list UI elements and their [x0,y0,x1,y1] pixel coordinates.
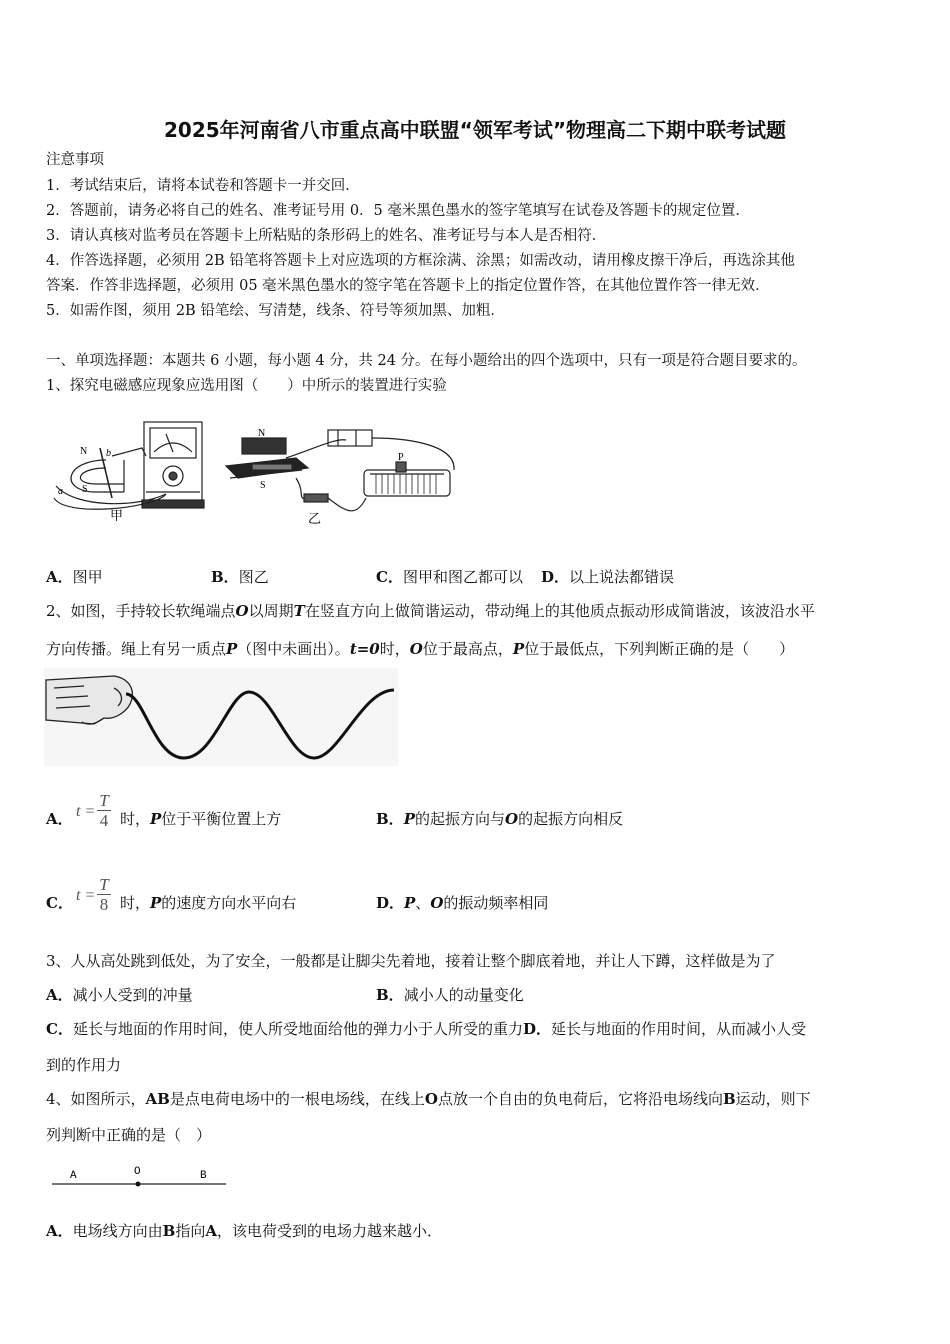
option-letter: A． [46,568,73,586]
notice-item: 4．作答选择题，必须用 2B 铅笔将答题卡上对应选项的方框涂满、涂黑；如需改动，请用橡皮擦干净后，再选涂其他 [46,253,795,269]
label-b: b [106,448,111,459]
q3-option-b[interactable]: B．减小人的动量变化 [376,986,524,1004]
label-N: N [80,446,88,457]
option-letter: D． [541,568,570,586]
option-text: 以上说法都错误 [569,568,675,586]
section-header: 一、单项选择题：本题共 6 小题，每小题 4 分，共 24 分。在每小题给出的四个选项中，只有一项是符合题目要求的。 [46,353,807,369]
figure-yi [226,430,454,511]
option-text: 图乙 [238,568,269,586]
point-O [136,1182,141,1187]
q3-stem: 3、人从高处跳到低处，为了安全，一般都是让脚尖先着地，接着让整个脚底着地，并让人下蹲，这样做是为了 [46,952,776,970]
q2-option-b[interactable]: B．P的起振方向与O的起振方向相反 [376,810,624,828]
q4-stem-line1: 4、如图所示，AB是点电荷电场中的一根电场线，在线上O点放一个自由的负电荷后，它将沿电场线向B运动，则下 [46,1090,811,1108]
q3-option-c-d[interactable]: C．延长与地面的作用时间，使人所受地面给他的弹力小于人所受的重力D．延长与地面的作用时间，从而减小人受 [46,1020,806,1038]
figure-jia [54,422,204,509]
label-a: a [58,486,63,497]
q1-option-c[interactable] [376,566,523,588]
q1-figure [46,408,466,536]
q1-stem: 1、探究电磁感应现象应选用图（ ）中所示的装置进行实验 [46,378,447,394]
option-letter: C． [376,568,403,586]
label-S: S [82,484,88,495]
q3-option-d-continued: 到的作用力 [46,1056,122,1074]
q1-option-b[interactable] [211,566,269,588]
notice-heading: 注意事项 [46,152,104,168]
q1-option-a[interactable] [46,566,103,588]
notice-item: 答案．作答非选择题，必须用 05 毫米黑色墨水的签字笔在答题卡上的指定位置作答，在其他位置作答一律无效． [46,278,770,294]
label-P: P [398,452,404,463]
label-O: O [134,1166,141,1178]
label-A: A [70,1170,77,1182]
notice-item: 5．如需作图，须用 2B 铅笔绘、写清楚，线条、符号等须加黑、加粗． [46,303,505,319]
label-S2: S [260,480,266,491]
label-N2: N [258,428,266,439]
q4-stem-line2: 列判断中正确的是（ ） [46,1126,212,1144]
notice-item: 2．答题前，请务必将自己的姓名、准考证号用 0．5 毫米黑色墨水的签字笔填写在试卷及答题卡的规定位置． [46,203,750,219]
q2-stem-line1: 2、如图，手持较长软绳端点O以周期T在竖直方向上做简谐运动，带动绳上的其他质点振动形成简谐波，该波沿水平 [46,602,815,620]
page-title: 2025年河南省八市重点高中联盟“领军考试”物理高二下期中联考试题 [164,118,786,142]
label-jia: 甲 [110,509,124,524]
q2-rope-figure [44,668,398,766]
label-B: B [200,1170,207,1182]
label-yi: 乙 [308,512,322,527]
notice-item: 1．考试结束后，请将本试卷和答题卡一并交回． [46,178,360,194]
option-text: 图甲和图乙都可以 [402,568,523,586]
exam-page: 2025年河南省八市重点高中联盟“领军考试”物理高二下期中联考试题 注意事项 1．考试结束后，请将本试卷和答题卡一并交回． 2．答题前，请务必将自己的姓名、准考证号用 0．5 毫米黑色墨水的签字笔填写在试卷及答题卡的规定位置． 3．请认真核对监考员在答题卡上所粘贴的条形码上的姓名、准考证号与本人是否相符． 4．作答选择题，必须用 2B 铅笔将答题卡上对应选项的方框涂满、涂黑；如需改动，请用橡皮擦干净后，再选涂其他 答案．作答非选择题，必须用 05 毫米黑色墨水的签字笔在答题卡上的指定位置作答，在其他位置作答一律无效． 5．如需作图，须用 2B 铅笔绘、写清楚，线条、符号等须加黑、加粗． 一、单项选择题：本题共 6 小题，每小题 4 分，共 24 分。在每小题给出的四个选项中，只有一项是符合题目要求的。 1、探究电磁感应现象应选用图（ ）中所示的装置进行实验 N S a b 甲 N S P 乙 A．图甲 B．图乙 C．图甲和图乙都可以 D．以上说法都错误 2、如图，手持较长软绳端点O以周期T在竖直方向上做简谐运动，带动绳上的其他质点振动形成简谐波，该波沿水平 方向传播。绳上有另一质点P（图中未画出）。t=0时，O位于最高点，P位于最低点，下列判断正确的是（ ） A． t = $\frac{T}{4}$ 时，P位于平衡位置上方 B．P的起振方向与O的起振方向相反 C． t = $\frac{T}{8}$ 时，P的速度方向水平向右 D．P、O的振动频率相同 3、人从高处跳到低处，为了安全，一般都是让脚尖先着地，接着让整个脚底着地，并让人下蹲，这样做是为了 A．减小人受到的冲量 B．减小人的动量变化 C．延长与地面的作用时间，使人所受地面给他的弹力小于人所受的重力D．延长与地面的作用时间，从而减小人受 到的作用力 4、如图所示，AB是点电荷电场中的一根电场线，在线上O点放一个自由的负电荷后，它将沿电场线向B运动，则下 列判断中正确的是（ ） A O B A．电场线方向由B指向A，该电荷受到的电场力越来越小． [0,0,950,1344]
q3-option-a[interactable]: A．减小人受到的冲量 [46,986,193,1004]
q1-option-d[interactable] [541,566,674,588]
q4-field-line-figure [50,1162,230,1192]
q2-stem-line2: 方向传播。绳上有另一质点P（图中未画出）。t=0时，O位于最高点，P位于最低点，下列判断正确的是（ ） [46,640,795,658]
q2-option-d[interactable]: D．P、O的振动频率相同 [376,894,549,912]
q4-option-a[interactable]: A．电场线方向由B指向A，该电荷受到的电场力越来越小． [46,1222,443,1240]
notice-item: 3．请认真核对监考员在答题卡上所粘贴的条形码上的姓名、准考证号与本人是否相符． [46,228,607,244]
option-letter: B． [211,568,239,586]
option-text: 图甲 [72,568,103,586]
